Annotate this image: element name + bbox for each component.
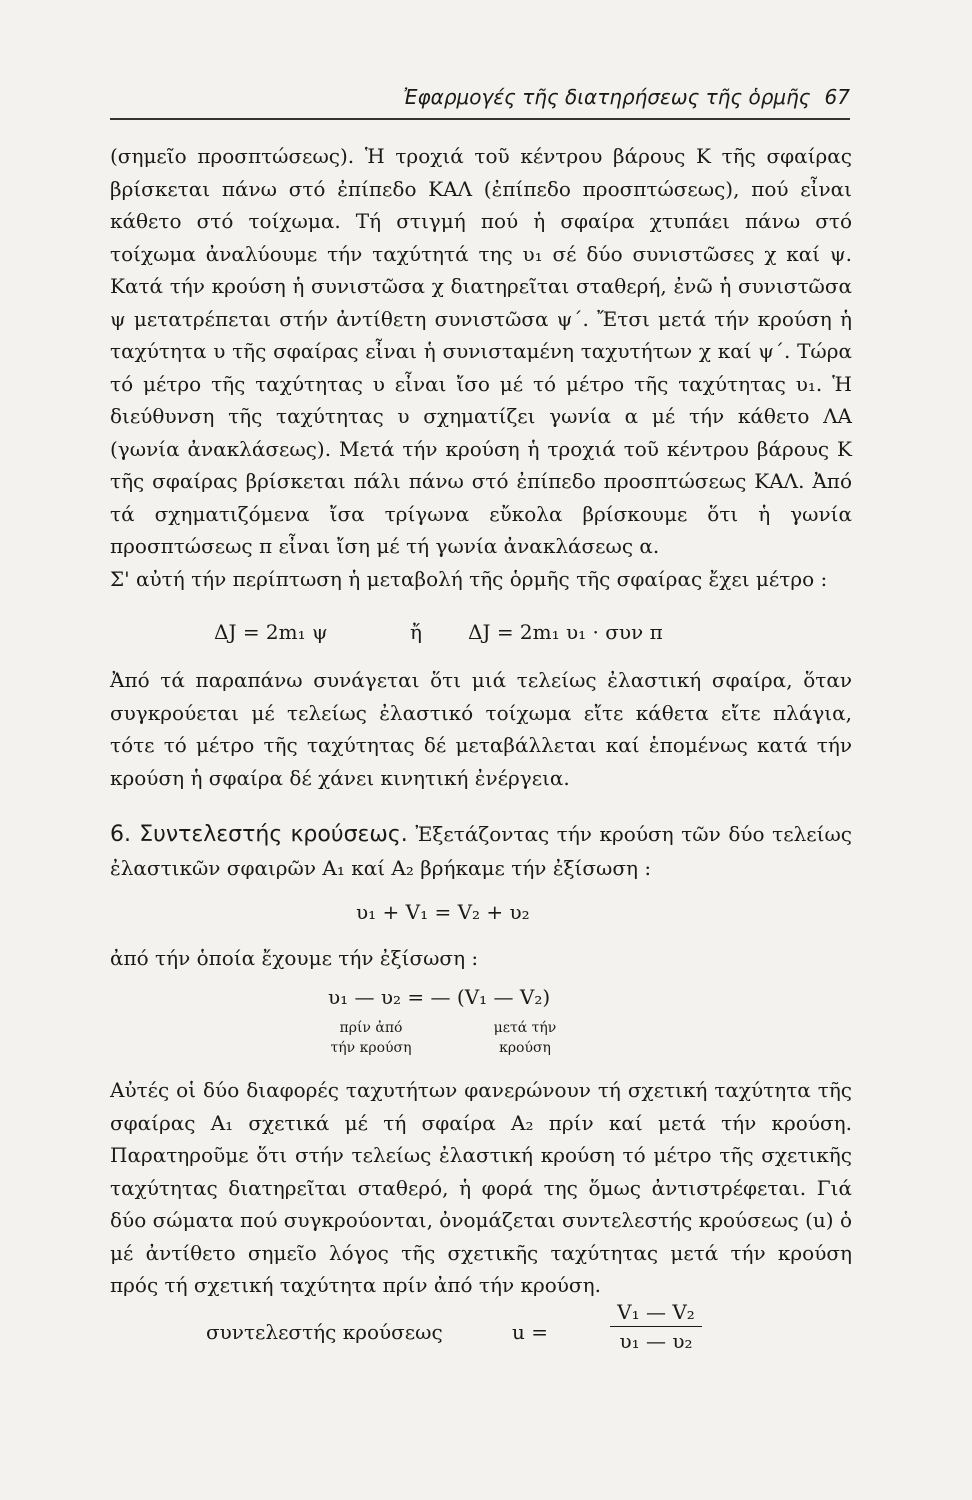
running-header [110, 85, 850, 109]
fraction-bar [610, 1326, 702, 1327]
equation-3: υ₁ — υ₂ = — (V₁ — V₂) [328, 985, 551, 1009]
note-after-line1: μετά τήν [493, 1020, 557, 1036]
equation-4-label: συντελεστής κρούσεως [206, 1320, 443, 1344]
equation-3-note-before [316, 1018, 426, 1058]
note-before-line1: πρίν ἀπό [339, 1020, 403, 1036]
paragraph-3: Ἀπό τά παραπάνω συνάγεται ὅτι μιά τελείως ἐλαστική σφαίρα, ὅταν συγκρούεται μέ τελείως ἐλαστικό τοίχωμα εἴτε κάθετα εἴτε πλάγια, τότε τό μέτρο τῆς ταχύτητας δέ μεταβάλλεται καί ἑπομένως κατά τήν κρούση ἡ σφαίρα δέ χάνει κινητική ἐνέργεια. [110, 668, 852, 790]
equation-4-lhs: u = [512, 1320, 548, 1344]
fraction-denominator: υ₁ — υ₂ [619, 1329, 693, 1353]
header-rule [110, 118, 850, 120]
page-body-5 [110, 1074, 852, 1302]
equation-4-fraction [610, 1300, 702, 1353]
header-title: Ἐφαρμογές τῆς διατηρήσεως τῆς ὁρμῆς [403, 85, 811, 109]
equation-1-or: ἤ [410, 620, 422, 644]
equation-1b: ΔJ = 2m₁ υ₁ · συν π [468, 620, 663, 644]
section-heading: 6. Συντελεστής κρούσεως. [110, 822, 408, 847]
equation-1a: ΔJ = 2m₁ ψ [214, 620, 328, 644]
fraction-numerator: V₁ — V₂ [617, 1300, 695, 1324]
note-after-line2: κρούση [499, 1040, 551, 1056]
paragraph-1: (σημεῖο προσπτώσεως). Ἡ τροχιά τοῦ κέντρου βάρους Κ τῆς σφαίρας βρίσκεται πάνω στό ἐπίπεδο ΚΑΛ (ἐπίπεδο προσπτώσεως), πού εἶναι κάθετο στό τοίχωμα. Τή στιγμή πού ἡ σφαίρα χτυπάει πάνω στό τοίχωμα ἀναλύουμε τήν ταχύτητά της υ₁ σέ δύο συνιστῶσες χ καί ψ. Κατά τήν κρούση ἡ συνιστῶσα χ διατηρεῖται σταθερή, ἐνῶ ἡ συνιστῶσα ψ μετατρέπεται στήν ἀντίθετη συνιστῶσα ψ΄. Ἔτσι μετά τήν κρούση ἡ ταχύτητα υ τῆς σφαίρας εἶναι ἡ συνισταμένη ταχυτήτων χ καί ψ΄. Τώρα τό μέτρο τῆς ταχύτητας υ εἶναι ἴσο μέ τό μέτρο τῆς ταχύτητας υ₁. Ἡ διεύθυνση τῆς ταχύτητας υ σχηματίζει γωνία α μέ τήν κάθετο ΛΑ (γωνία ἀνακλάσεως). Μετά τήν κρούση ἡ τροχιά τοῦ κέντρου βάρους Κ τῆς σφαίρας βρίσκεται πάλι πάνω στό ἐπίπεδο προσπτώσεως ΚΑΛ. Ἀπό τά σχηματιζόμενα ἴσα τρίγωνα εὔκολα βρίσκουμε ὅτι ἡ γωνία προσπτώσεως π εἶναι ἴση μέ τή γωνία ἀνακλάσεως α. [110, 144, 852, 558]
paragraph-4-text: Ἐξετάζοντας τήν κρούση τῶν δύο τελείως ἐλαστικῶν σφαιρῶν Α₁ καί Α₂ βρήκαμε τήν ἐξίσωση : [110, 822, 852, 880]
page-body-2 [110, 664, 852, 794]
page-body [110, 140, 852, 595]
paragraph-2: Σ' αὐτή τήν περίπτωση ἡ μεταβολή τῆς ὁρμῆς τῆς σφαίρας ἔχει μέτρο : [110, 566, 828, 591]
equation-3-note-after [470, 1018, 580, 1058]
paragraph-6: Αὐτές οἱ δύο διαφορές ταχυτήτων φανερώνουν τή σχετική ταχύτητα τῆς σφαίρας Α₁ σχετικά μέ τή σφαίρα Α₂ πρίν καί μετά τήν κρούση. Παρατηροῦμε ὅτι στήν τελείως ἐλαστική κρούση τό μέτρο τῆς σχετικῆς ταχύτητας διατηρεῖται σταθερό, ἡ φορά της ὅμως ἀντιστρέφεται. Γιά δύο σώματα πού συγκρούονται, ὀνομάζεται συντελεστής κρούσεως (u) ὁ μέ ἀντίθετο σημεῖο λόγος τῆς σχετικῆς ταχύτητας μετά τήν κρούση πρός τή σχετική ταχύτητα πρίν ἀπό τήν κρούση. [110, 1078, 852, 1297]
paragraph-5: ἀπό τήν ὁποία ἔχουμε τήν ἐξίσωση : [110, 946, 479, 970]
page-body-4 [110, 942, 852, 975]
page-number: 67 [824, 85, 850, 109]
note-before-line2: τήν κρούση [330, 1040, 412, 1056]
paragraph-4 [110, 818, 852, 884]
page-body-3 [110, 818, 852, 884]
equation-2: υ₁ + V₁ = V₂ + υ₂ [356, 900, 530, 924]
